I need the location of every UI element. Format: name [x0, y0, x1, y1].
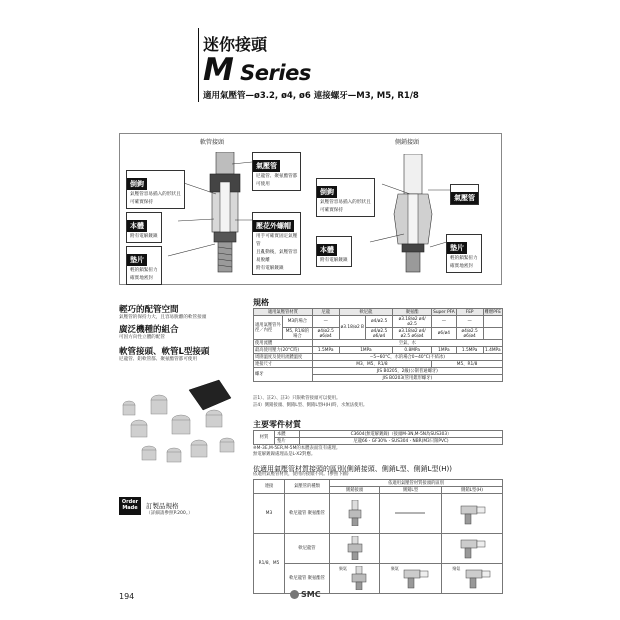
spec-row-temp	[254, 354, 503, 361]
selection-table	[253, 479, 503, 594]
selection-row-m5-b	[254, 564, 503, 594]
spec-group-label: 適用氣壓管外徑／內徑	[254, 316, 283, 340]
callout-pin-right: 倒鉤 氣壓管容易插入的形狀且 可確實保持	[316, 178, 375, 217]
spec-cell: ø4/ø2.5 ø6/ø4	[456, 328, 483, 340]
fitting-icon-cell	[441, 494, 502, 534]
spec-head-cell: Super PFA	[433, 309, 455, 315]
selection-head-cell: 連接	[254, 480, 285, 494]
selection-head-row	[254, 480, 503, 487]
structure-diagram	[119, 133, 502, 285]
spec-cell: ø4/ø2.5	[366, 316, 393, 328]
materials-title: 主要零件材質	[253, 420, 301, 429]
spec-row-fluid	[254, 340, 503, 347]
diagram-left-caption: 軟管接頭	[200, 139, 225, 146]
brand-logo: SMC	[290, 590, 321, 599]
selection-port-cell: R1/8、M5	[254, 534, 285, 594]
spec-cell: ø6/ø4	[432, 328, 457, 340]
spec-cell: 空氣、水	[312, 340, 502, 347]
spec-cell: M3、M5、R1/8	[312, 361, 431, 368]
selection-kind-cell: 軟尼龍管 聚氨酯管	[285, 494, 330, 534]
selection-subtitle: 依適用氣壓管材質，使用的接頭不同。(參照下圖)	[253, 472, 349, 477]
spec-head-cell: 尼龍	[312, 309, 339, 316]
callout-tube-mid: 氣壓管 尼龍管、聚氨酯管都 可使用	[252, 152, 301, 191]
selection-kind-cell: 軟尼龍管 聚氨酯管	[285, 564, 330, 594]
spec-cell: 1.5MPa	[312, 347, 339, 354]
callout-gasket-right: 墊片 輕的鎖緊扭力 確實地密封	[446, 234, 482, 273]
spec-cell: —	[456, 316, 483, 328]
spec-cell: 1.4MPa	[485, 347, 501, 353]
selection-head-cell: 側銷接頭	[330, 487, 380, 494]
spec-cell: 使用流體	[254, 340, 313, 347]
callout-tube-right: 氣壓管	[450, 184, 479, 205]
spec-head-cell: 難燃PFE	[484, 309, 501, 315]
feature-text-1: 氣壓管的保持力大，且容易脫離的軟管接頭	[119, 315, 207, 320]
selection-head-cell: 氣壓管的種類	[285, 480, 330, 494]
callout-body-left: 本體 附有電解鍍鎳	[126, 212, 162, 243]
materials-row-gasket	[254, 438, 503, 445]
selection-head-cell: 側銷L型	[380, 487, 442, 494]
spec-cell: 最高使用壓力(20°C時)	[254, 347, 313, 354]
poly-tag: 聚氨	[338, 565, 347, 571]
poly-tag: 聚氨	[452, 565, 461, 571]
poly-tag: 聚氨	[390, 565, 399, 571]
spec-row-thread	[254, 368, 503, 375]
fitting-icon-cell	[441, 564, 502, 594]
fitting-icon-cell	[330, 494, 380, 534]
spec-cell: JIS B0205，2級(公制普通螺牙)	[312, 368, 502, 375]
callout-nut-mid: 壓花外螺帽 用手可確實固定氣壓 管 且亂動後，氣壓管容 易脫離 附有電解鍍鎳	[252, 212, 301, 275]
order-made-title: 訂製品規格	[146, 502, 179, 510]
dash-icon	[390, 510, 430, 516]
spec-cell: ø4/ø2.5 ø6/ø4	[366, 328, 393, 340]
spec-cell: JIS B0203(管用錐形螺牙)	[312, 375, 502, 382]
spec-cell: 1MPa	[432, 347, 457, 354]
side-pin-elbow-h-icon	[462, 566, 492, 590]
side-pin-fitting-icon	[343, 536, 367, 560]
spec-cell: ø3.18/ø2 ø4/ø2.5	[393, 316, 432, 328]
side-pin-fitting-icon	[348, 566, 370, 590]
feature-text-2: 可因方向性立體的配管	[119, 335, 165, 340]
spec-cell: 連接尺寸	[254, 361, 313, 368]
spec-note-1: 註1）、註2）、註3）只限軟管接頭可以使用。	[253, 396, 341, 401]
spec-row-m3	[254, 316, 503, 328]
materials-table	[253, 430, 503, 445]
materials-row-body	[254, 431, 503, 438]
feature-heading-1: 輕巧的配管空間	[119, 305, 179, 315]
side-pin-elbow-h-icon	[457, 500, 487, 526]
spec-cell: —	[312, 316, 339, 328]
callout-pin-left: 倒鉤 氣壓管容易插入的形狀且 可確實保持	[126, 170, 185, 209]
spec-note-2: 註4）側銷接頭、側銷L型、側銷L型H(H)時，水無法使用。	[253, 403, 368, 408]
fitting-icon-cell	[380, 494, 442, 534]
selection-port-cell: M3	[254, 494, 285, 534]
materials-cell: 本體	[275, 431, 300, 438]
spec-cell: 0.8MPa	[393, 347, 432, 354]
callout-body-right: 本體 附有電解鍍鎳	[316, 236, 352, 267]
spec-table	[253, 308, 503, 382]
spec-head-cell: 聚氨酯	[393, 309, 432, 316]
order-made-ref: （詳細請參照P.200。）	[146, 511, 193, 516]
spec-cell: ø4/ø2.5 ø6/ø4	[312, 328, 339, 340]
page-number: 194	[119, 592, 135, 601]
product-photo	[119, 370, 247, 470]
spec-row-pressure	[254, 347, 503, 354]
spec-cell: 螺牙	[254, 368, 313, 382]
selection-row-m5-a	[254, 534, 503, 564]
page-subtitle: 適用氣壓管—ø3.2, ø4, ø6 連接螺牙—M3, M5, R1/8	[203, 91, 419, 101]
materials-cell: 尼龍66・GF30%・SUS304・NBR(M3只限PVC)	[300, 438, 503, 445]
spec-head-cell: 軟尼龍	[339, 309, 393, 316]
spec-cell: M3的場合	[283, 316, 313, 328]
spec-cell: 1MPa	[339, 347, 393, 354]
materials-cell: 材質	[254, 431, 275, 445]
feature-heading-3: 軟管接頭、軟管L型接頭	[119, 347, 210, 357]
selection-kind-cell: 軟尼龍管	[285, 534, 330, 564]
side-pin-elbow-h-icon	[457, 536, 487, 560]
spec-cell: M5、R1/8	[432, 361, 503, 368]
spec-cell: —	[432, 316, 457, 328]
spec-cell: M5, R1/8的場合	[283, 328, 313, 340]
materials-note-1: ※M-3E,M-5ER,M-5M的本體表面沒有處理。	[253, 446, 341, 451]
fitting-icon-cell	[441, 534, 502, 564]
spec-cell: 1.5MPa	[456, 347, 483, 354]
spec-cell: ø3.18/ø2 B	[339, 316, 365, 340]
materials-cell: C3604(無電解鍍鎳)（接頭M-3N,M-5N為SUS303）	[300, 431, 503, 438]
brand-mark-icon	[290, 590, 299, 599]
feature-text-3: 尼龍管、鋁軟管都、聚氨酯管都可使用	[119, 357, 198, 362]
spec-head-cell: 適用氣壓管材質	[254, 309, 313, 316]
diagram-right-caption: 側銷接頭	[395, 139, 420, 146]
spec-cell: ø3.18/ø2 ø4/ø2.5 ø6/ø4	[393, 328, 432, 340]
spec-cell: 周圍溫度及使用流體溫度	[254, 354, 313, 361]
spec-head-cell: FEP	[456, 309, 483, 316]
spec-title: 規格	[253, 298, 269, 307]
selection-head-cell: 側銷L型(H)	[441, 487, 502, 494]
feature-heading-2: 廣泛機種的組合	[119, 325, 179, 335]
selection-head-cell: 依適用氣壓管材質接頭的區別	[330, 480, 503, 487]
spec-cell: −5~60°C，水的場合0~40°C(不結冰)	[312, 354, 502, 361]
order-made-badge: Order Made	[119, 497, 141, 515]
side-pin-fitting-icon	[343, 500, 367, 526]
materials-cell: 墊片	[275, 438, 300, 445]
spec-row-m5	[254, 328, 503, 340]
header-rule	[198, 28, 199, 102]
fitting-icon-cell	[330, 564, 380, 594]
page-title: 迷你接頭	[203, 35, 268, 54]
side-pin-elbow-icon	[400, 566, 430, 590]
series-title: M Series	[203, 52, 311, 88]
callout-gasket-left: 墊片 輕的鎖緊扭力 確實地密封	[126, 246, 162, 285]
fitting-icon-cell	[330, 534, 380, 564]
spec-header-row	[254, 309, 503, 316]
fitting-icon-cell	[380, 564, 442, 594]
selection-title: 依適用氣壓管材質接頭的區別(側銷接頭、側銷L型、側銷L型(H))	[253, 465, 452, 473]
materials-note-2: 無電解鍍鎳處理品是L-X2對應。	[253, 452, 316, 457]
selection-row-m3	[254, 494, 503, 534]
spec-row-size	[254, 361, 503, 368]
